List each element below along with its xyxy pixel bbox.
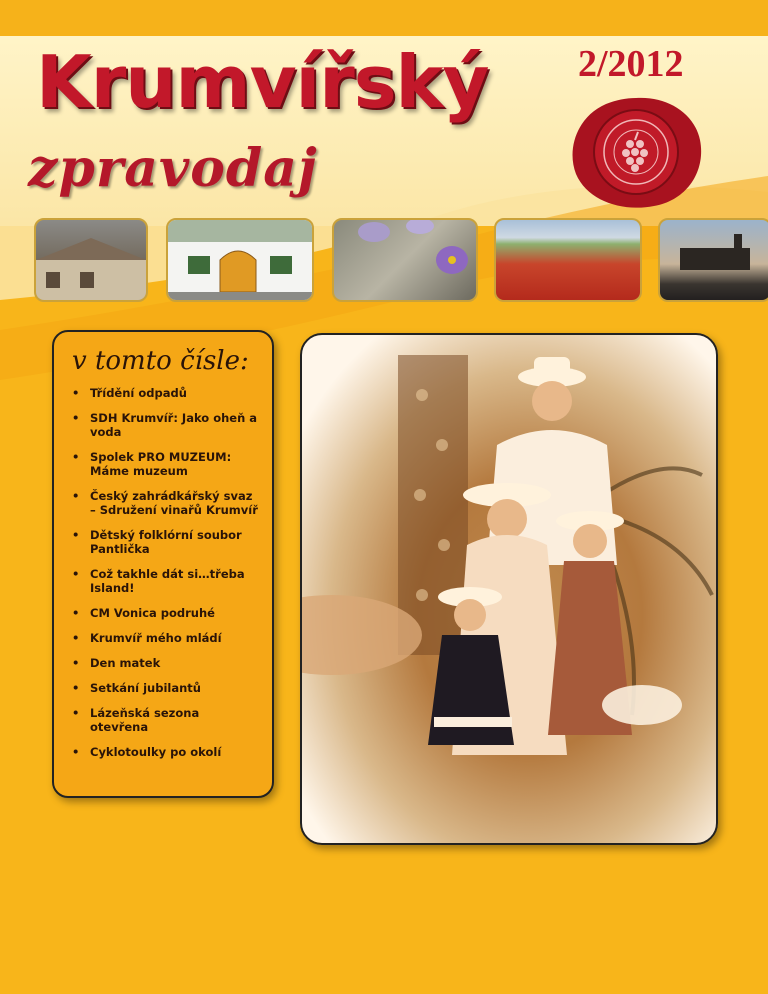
photo-village-houses [34,218,148,302]
toc-item: • CM Vonica podruhé [66,606,260,620]
toc-item: • Lázeňská sezona otevřena [66,706,260,734]
toc-item: • Setkání jubilantů [66,681,260,695]
toc-item: • Český zahrádkářský svaz – Sdružení vinařů Krumvíř [66,489,260,517]
photo-white-house [166,218,314,302]
photo-pasque-flowers [332,218,478,302]
toc-title: v tomto čísle: [72,346,249,376]
photo-castle-dusk [658,218,768,302]
issue-number: 2/2012 [578,43,684,85]
toc-item: • Třídění odpadů [66,386,260,400]
cover-photo-family [300,333,718,845]
toc-item: • Spolek PRO MUZEUM: Máme muzeum [66,450,260,478]
toc-item: • Krumvíř mého mládí [66,631,260,645]
photo-poppy-field [494,218,642,302]
toc-item: • SDH Krumvíř: Jako oheň a voda [66,411,260,439]
magazine-title: Krumvířský [36,40,489,124]
wax-seal-logo [566,92,706,212]
toc-item: • Cyklotoulky po okolí [66,745,260,759]
toc-item: • Což takhle dát si…třeba Island! [66,567,260,595]
table-of-contents [52,330,274,798]
toc-list [66,386,260,759]
toc-item: • Dětský folklórní soubor Pantlička [66,528,260,556]
magazine-subtitle: zpravodaj [28,138,318,199]
toc-item: • Den matek [66,656,260,670]
